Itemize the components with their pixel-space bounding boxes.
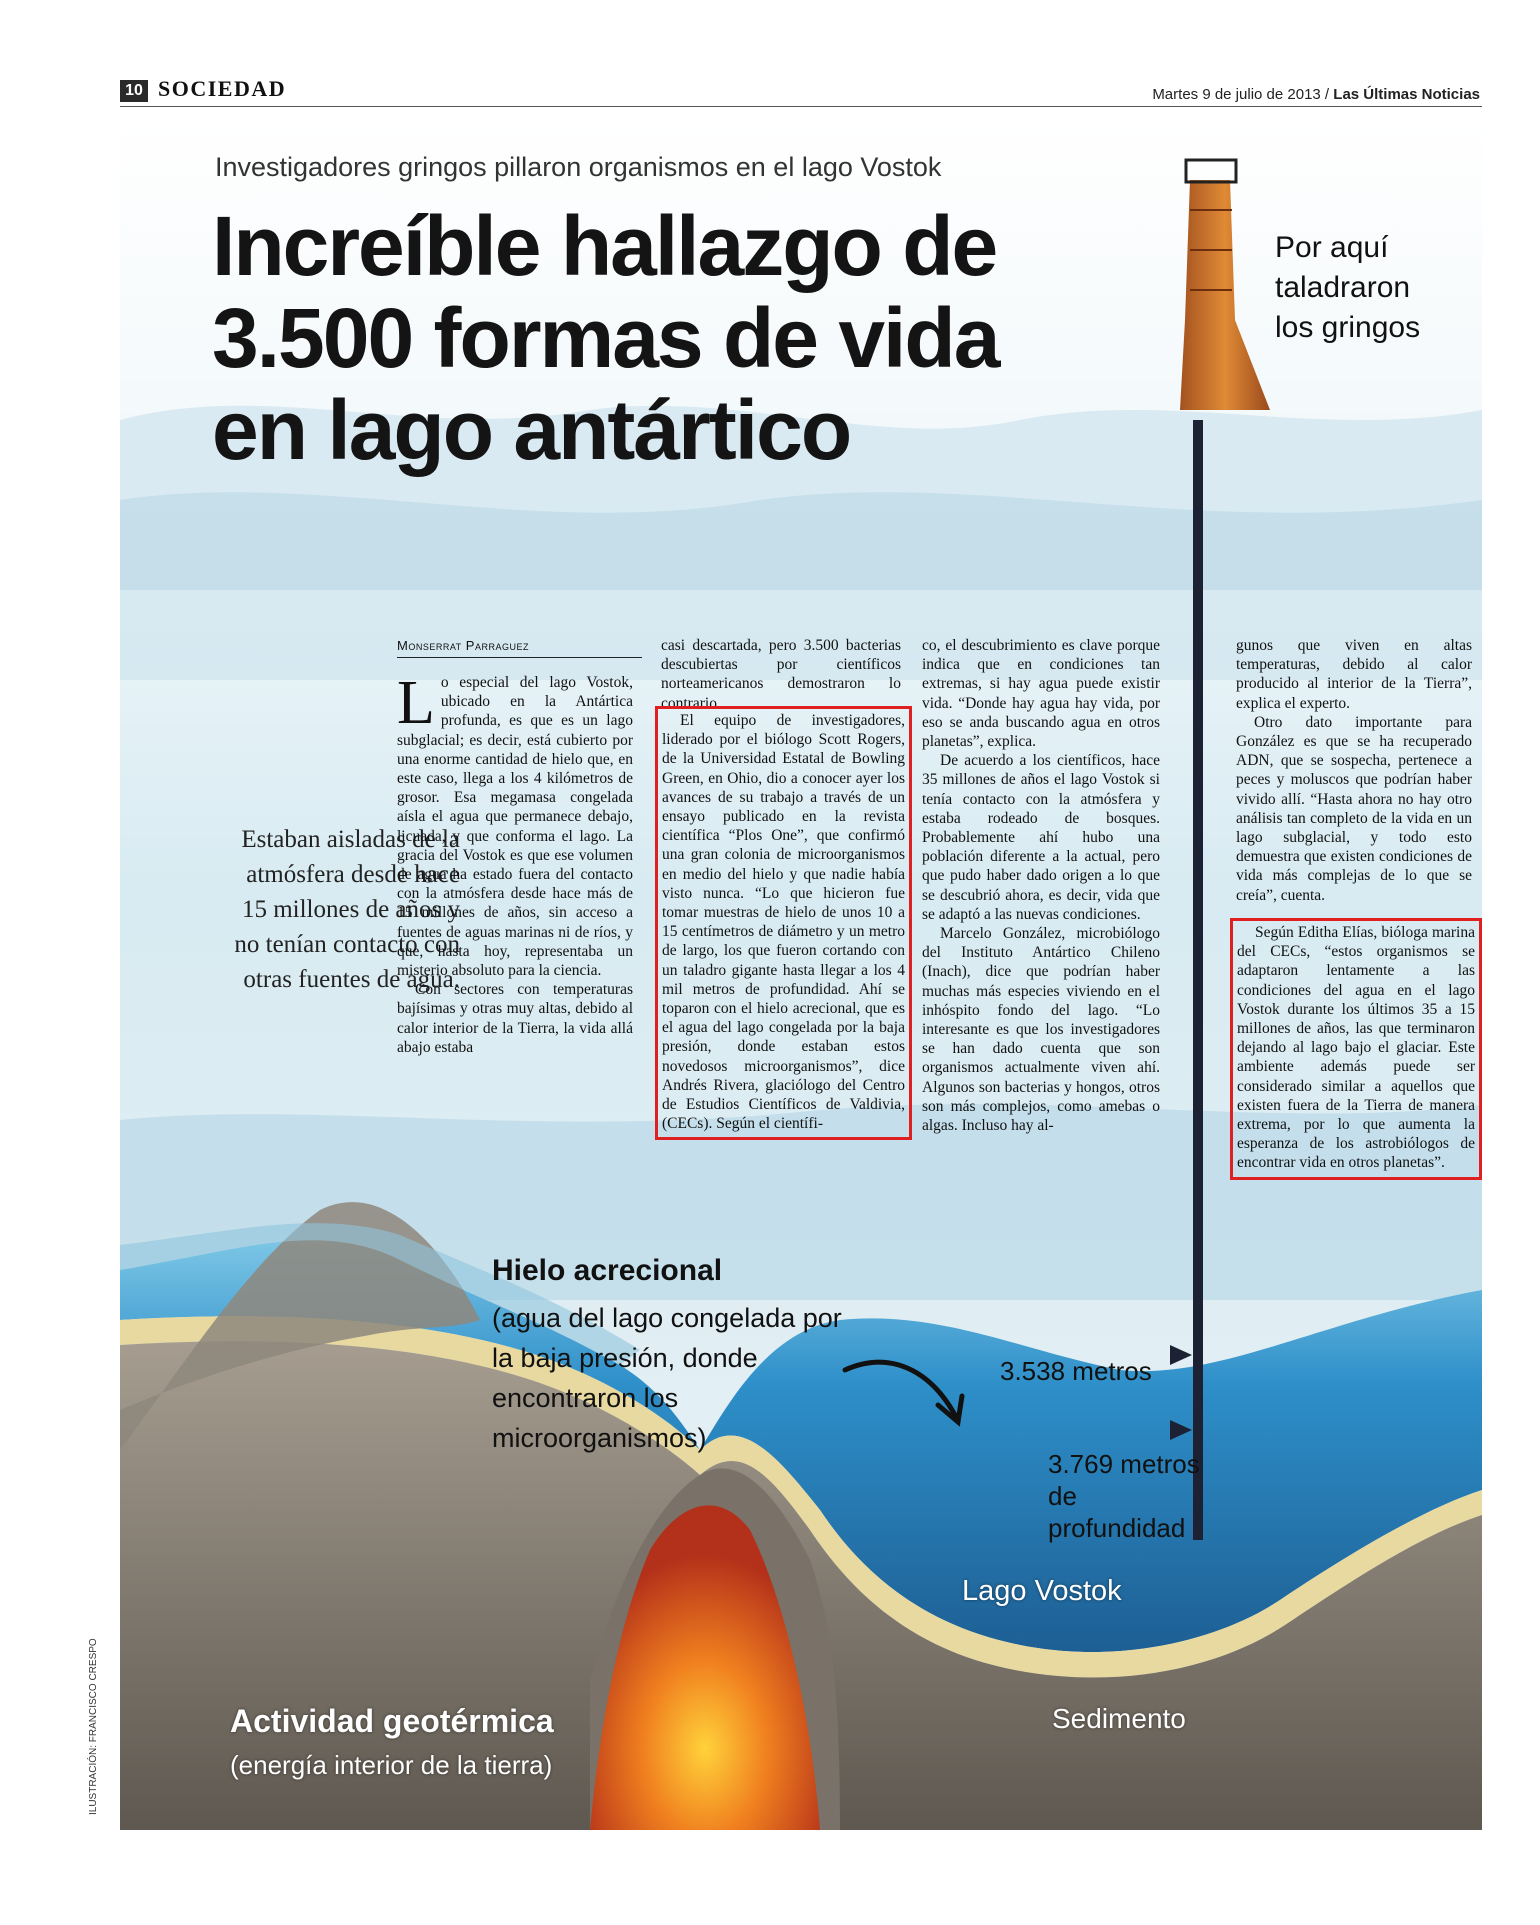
col4-paragraph-1: gunos que viven en altas temperaturas, debido al calor producido al interior de la Tierra”, explica el experto.: [1236, 637, 1472, 712]
article-column-1: [397, 669, 633, 1057]
col1-paragraph-1: [397, 669, 633, 980]
highlighted-passage-2: [1230, 918, 1482, 1180]
col3-paragraph-3: Marcelo González, microbiólogo del Instituto Antártico Chileno (Inach), dice que podrían haber muchas más especies viviendo en el inhóspito fondo del lago. “Lo interesante es que los investigadores se han dado cuenta que son organismos actualmente viven ahí. Algunos son bacterias y hongos, otros son más complejos, como amebas o algas. Incluso hay al-: [922, 925, 1160, 1135]
geothermal-label-description: (energía interior de la tierra): [230, 1750, 553, 1780]
header-rule: [120, 106, 1482, 107]
byline: Monserrat Parraguez: [397, 638, 642, 658]
ice-label-title: Hielo acrecional: [492, 1254, 723, 1287]
drill-label: Por aquí taladraron los gringos: [1275, 231, 1421, 344]
col3-paragraph-1: co, el descubrimiento es clave porque indica que en condiciones tan extremas, si hay agua puede existir vida. “Donde hay agua hay vida, por eso se anda buscando agua en otros planetas”, explica.: [922, 637, 1160, 751]
col1-paragraph-2: Con sectores con temperaturas bajísimas y otras muy altas, debido al calor interior de la Tierra, la vida allá abajo estaba: [397, 981, 633, 1056]
ice-label-description: (agua del lago congelada por la baja presión, donde encontraron los microorganismos): [492, 1303, 842, 1453]
col1-paragraph-1-text: o especial del lago Vostok, ubicado en la Antártica profunda, es que es un lago subglacial; es decir, está cubierto por una enorme cantidad de hielo que, en este caso, llega a los 4 kilómetros de grosor. Esa megamasa congelada aísla el agua que permanece debajo, licuada, y que conforma el lago. La gracia del Vostok es que ese volumen de agua ha estado fuera del contacto con la atmósfera desde hace más de 15 millones de años, sin acceso a fuentes de aguas marinas ni de ríos, y que, hasta hoy, representaba un misterio absoluto para la ciencia.: [397, 674, 633, 980]
article-column-3: [922, 636, 1160, 1135]
article-column-2: [661, 636, 901, 713]
col2-paragraph-1: casi descartada, pero 3.500 bacterias descubiertas por científicos norteamericanos demostraron lo contrario.: [661, 637, 901, 712]
publication-name: Las Últimas Noticias: [1333, 86, 1480, 103]
article-column-4: [1236, 636, 1472, 905]
depth-label-1: 3.538 metros: [1000, 1356, 1152, 1386]
drop-cap: L: [397, 669, 435, 737]
col4-paragraph-3: Según Editha Elías, bióloga marina del CECs, “estos organismos se adaptaron lentamente a las condiciones del agua en el lago Vostok durante los últimos 35 a 15 millones de años, las que terminaron dejando al lago bajo el glaciar. Este ambiente además puede ser considerado similar a aquellos que existen fuera de la Tierra de manera extrema, por lo que aumenta la esperanza de los astrobiólogos de encontrar vida en otros planetas”.: [1237, 924, 1475, 1172]
header-dateline: [1152, 86, 1480, 103]
article-headline: Increíble hallazgo de 3.500 formas de vida en lago antártico: [212, 199, 999, 477]
section-name: SOCIEDAD: [158, 76, 287, 101]
issue-date: Martes 9 de julio de 2013: [1152, 86, 1321, 103]
col2-paragraph-2: El equipo de investigadores, liderado por el biólogo Scott Rogers, de la Universidad Estatal de Bowling Green, en Ohio, dio a conocer ayer los avances de su trabajo a través de un ensayo publicado en la revista científica “Plos One”, que confirmó una gran colonia de microorganismos en medio del hielo y que nadie había visto nunca. “Lo que hicieron fue tomar muestras de hielo de unos 10 a 15 centímetros de diámetro y un metro de largo, los que fueron cortando con un taladro gigante hasta llegar a los 4 mil metros de profundidad. Ahí se toparon con el hielo acrecional, que es el agua del lago congelada por la baja presión, donde estaban estos novedosos microorganismos”, dice Andrés Rivera, glaciólogo del Centro de Estudios Científicos de Valdivia, (CECs). Según el científi-: [662, 712, 905, 1133]
illustration-credit: ILUSTRACIÓN: FRANCISCO CRESPO: [88, 1638, 99, 1815]
depth-label-2: 3.769 metros de profundidad: [1048, 1449, 1200, 1543]
page-number: 10: [120, 80, 148, 102]
dateline-separator: /: [1320, 86, 1334, 103]
col4-paragraph-2: Otro dato importante para González es que se ha recuperado ADN, que se sospecha, pertenece a peces y moluscos que podrían haber vivido allí. “Hasta ahora no hay otro análisis tan completo de la vida en un lago subglacial, y todo esto demuestra que existen condiciones de vida más complejas de lo que se creía”, cuenta.: [1236, 713, 1472, 904]
lake-label: Lago Vostok: [962, 1575, 1122, 1607]
pull-quote: Estaban aisladas de la atmósfera desde hace 15 millones de años y no tenían contacto con otras fuentes de agua.: [234, 826, 460, 993]
col3-paragraph-2: De acuerdo a los científicos, hace 35 millones de años el lago Vostok si tenía contacto con la atmósfera y estaba rodeado de bosques. Probablemente ahí hubo una población diferente a la actual, pero que pudo haber dado origen a lo que se descubrió ahora, es decir, vida que se adaptó a las nuevas condiciones.: [922, 752, 1160, 923]
sediment-label: Sedimento: [1052, 1703, 1186, 1734]
geothermal-label-title: Actividad geotérmica: [230, 1703, 554, 1739]
article-kicker: Investigadores gringos pillaron organismos en el lago Vostok: [215, 152, 942, 182]
highlighted-passage-1: [655, 706, 912, 1140]
